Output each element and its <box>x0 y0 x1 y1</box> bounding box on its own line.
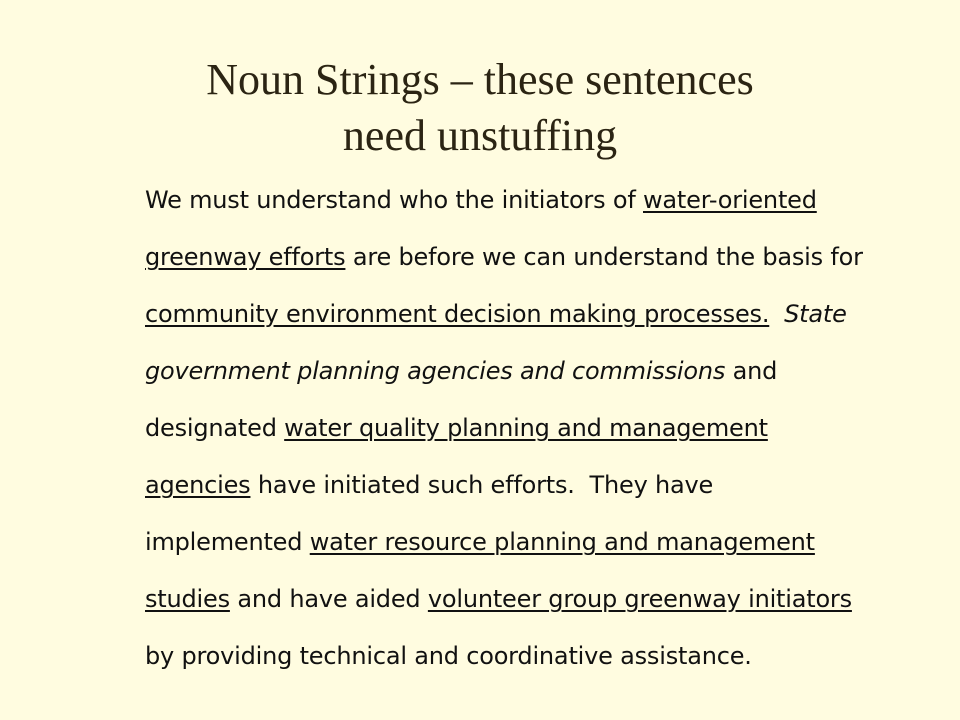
paragraph-line <box>145 463 885 520</box>
noun-string-underlined: water-oriented <box>643 186 817 214</box>
noun-string-underlined: studies <box>145 585 230 613</box>
noun-string-italic: State <box>784 300 847 328</box>
paragraph-line <box>145 292 885 349</box>
paragraph-line <box>145 349 885 406</box>
slide-title-line-2: need unstuffing <box>342 111 618 160</box>
noun-string-underlined: volunteer group greenway initiators <box>427 585 852 613</box>
noun-string-underlined: community environment decision making processes. <box>145 300 770 328</box>
noun-string-underlined: greenway efforts <box>145 243 346 271</box>
paragraph-line <box>145 235 885 292</box>
noun-string-underlined: water resource planning and management <box>309 528 815 556</box>
paragraph-line <box>145 520 885 577</box>
text-segment <box>769 300 784 328</box>
noun-string-italic: government planning agencies and commissions <box>145 357 726 385</box>
text-segment: have initiated such efforts. They have <box>250 471 714 499</box>
slide-title <box>0 52 960 164</box>
text-segment: by providing technical and coordinative assistance. <box>145 642 752 670</box>
paragraph-line <box>145 577 885 634</box>
paragraph-line <box>145 178 885 235</box>
text-segment: We must understand who the initiators of <box>145 186 643 214</box>
text-segment: implemented <box>145 528 310 556</box>
paragraph-line <box>145 406 885 463</box>
text-segment: designated <box>145 414 285 442</box>
paragraph-line <box>145 634 885 691</box>
noun-string-underlined: water quality planning and management <box>284 414 768 442</box>
text-segment: and have aided <box>229 585 428 613</box>
example-paragraph <box>145 178 885 691</box>
text-segment: are before we can understand the basis for <box>345 243 863 271</box>
text-segment: and <box>725 357 778 385</box>
noun-string-underlined: agencies <box>145 471 251 499</box>
slide-title-line-1: Noun Strings – these sentences <box>206 55 754 104</box>
